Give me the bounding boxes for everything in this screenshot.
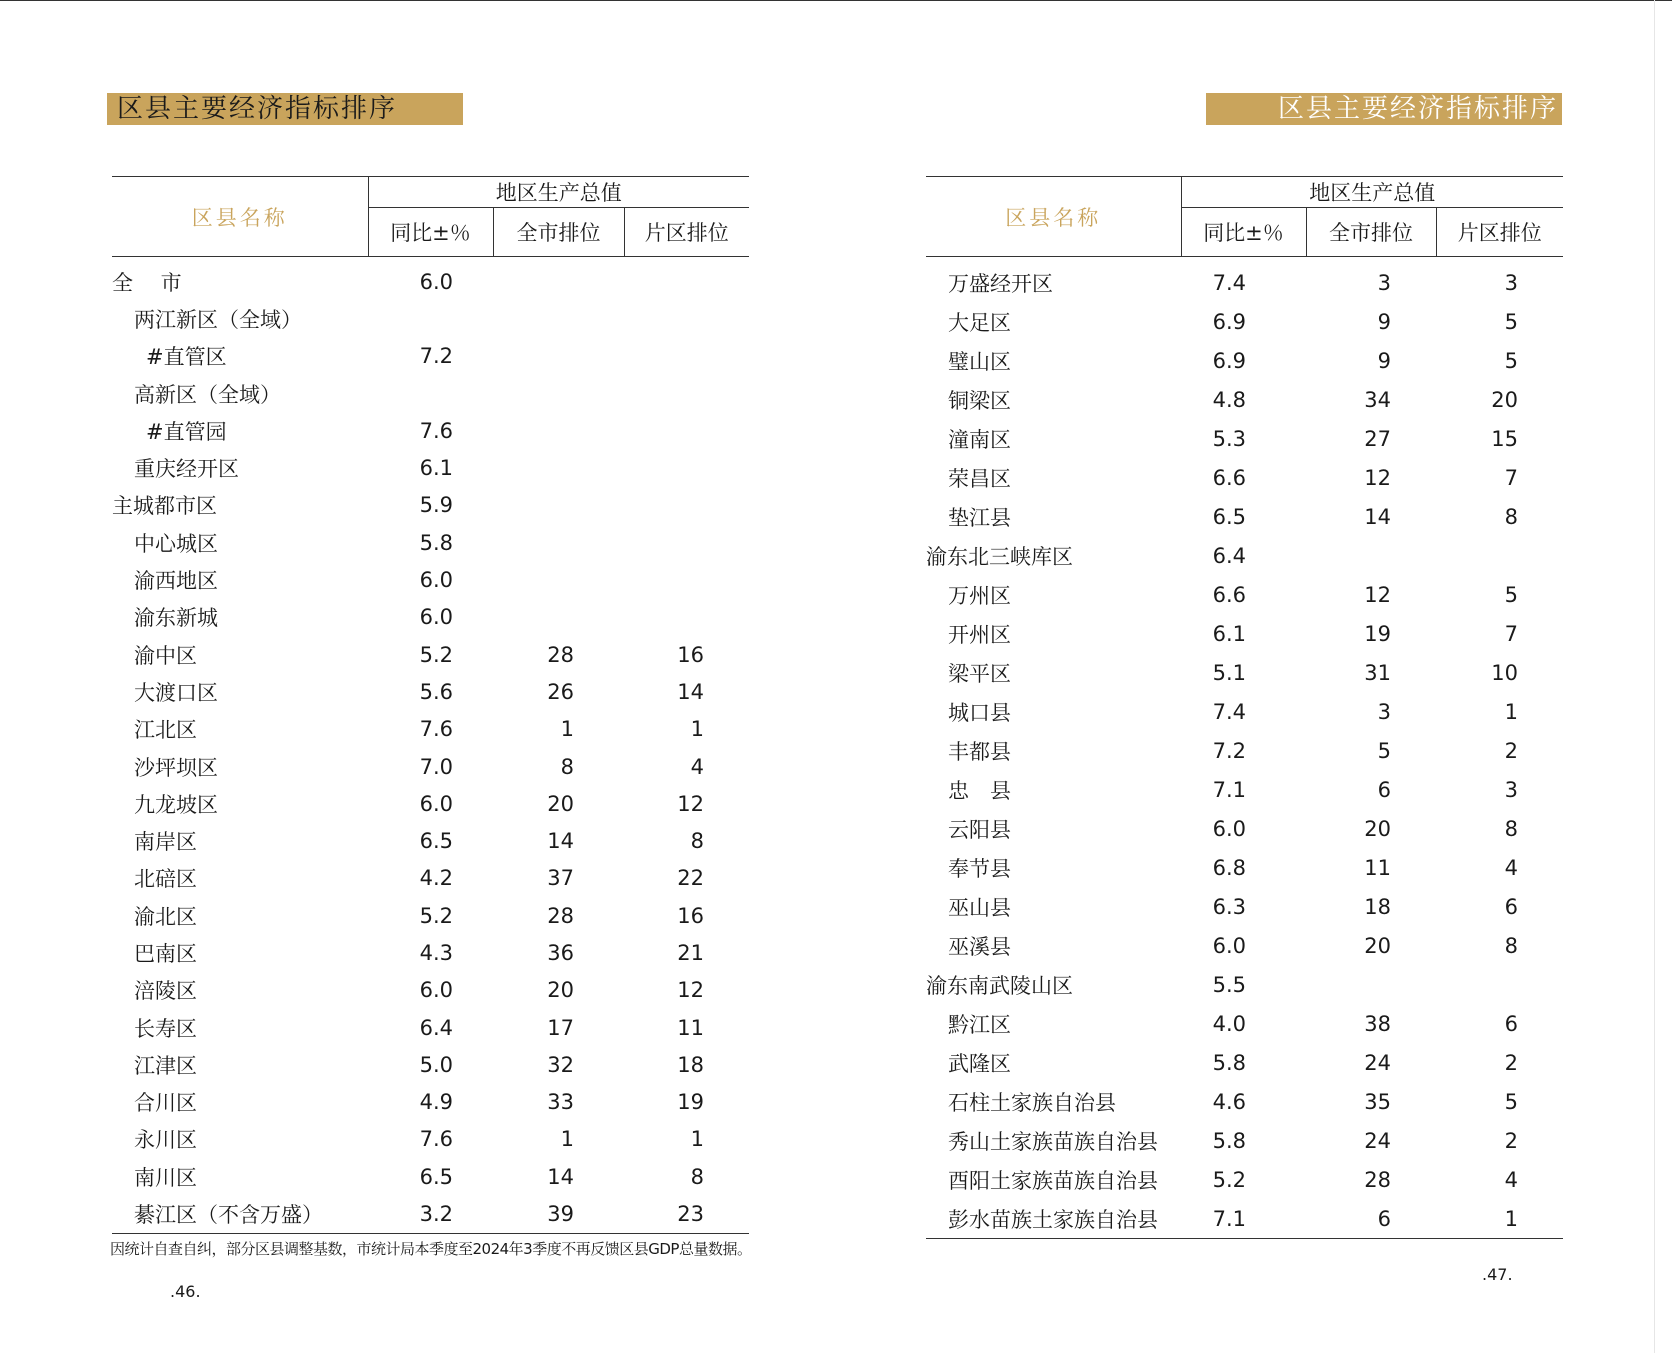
area-rank-value: 5: [1504, 348, 1519, 373]
yoy-value: 7.6: [419, 418, 453, 443]
area-rank-value: 21: [677, 940, 705, 965]
city-rank-value: [493, 524, 624, 561]
table-row: [926, 1160, 1563, 1199]
city-rank-value: [493, 599, 624, 636]
yoy-value: 5.6: [419, 679, 453, 704]
region-name: 九龙坡区: [134, 792, 218, 817]
yoy-value: 7.2: [419, 344, 453, 369]
area-rank-value: 8: [690, 829, 705, 854]
city-rank-value: 34: [1364, 387, 1391, 412]
area-rank-value: 5: [1504, 582, 1519, 607]
area-rank-value: 12: [677, 791, 705, 816]
region-name: 重庆经开区: [134, 457, 239, 482]
city-rank-value: 1: [560, 717, 574, 742]
yoy-value: 7.6: [419, 1127, 453, 1152]
city-rank-value: 14: [547, 829, 574, 854]
area-rank-value: 19: [677, 1090, 705, 1115]
area-rank-value: 10: [1491, 660, 1519, 685]
city-rank-value: 36: [547, 940, 574, 965]
region-name: 中心城区: [134, 531, 218, 556]
region-name: 大足区: [948, 310, 1011, 335]
yoy-value: 6.8: [1212, 855, 1246, 880]
page-edge: [1654, 0, 1655, 1353]
region-name: 永川区: [134, 1128, 197, 1153]
table-row: [112, 487, 749, 524]
city-rank-value: [493, 338, 624, 375]
table-row: [926, 458, 1563, 497]
yoy-value: 6.0: [419, 791, 453, 816]
table-row: [112, 257, 749, 301]
city-rank-value: 39: [493, 1195, 624, 1233]
city-rank-value: 35: [1364, 1089, 1391, 1114]
area-rank-value: 8: [1504, 816, 1519, 841]
area-rank-value: 8: [690, 1164, 705, 1189]
area-rank-value: 22: [677, 866, 705, 891]
yoy-value: 6.0: [1212, 816, 1246, 841]
page-number-left: .46.: [170, 1282, 201, 1301]
table-row: [926, 575, 1563, 614]
yoy-value: 6.5: [419, 829, 453, 854]
table-row: [926, 887, 1563, 926]
area-rank-value: [624, 561, 749, 598]
city-rank-value: [493, 257, 624, 301]
area-rank-value: 7: [1504, 465, 1519, 490]
area-rank-value: 20: [1491, 387, 1519, 412]
area-rank-value: [624, 412, 749, 449]
city-rank-value: 3: [1377, 270, 1391, 295]
table-row: [112, 1121, 749, 1158]
city-rank-value: 28: [547, 642, 574, 667]
yoy-value: 5.2: [1212, 1167, 1246, 1192]
city-rank-value: 9: [1377, 309, 1391, 334]
column-header-name: 区县名称: [926, 177, 1181, 257]
region-name: 涪陵区: [134, 979, 197, 1004]
city-rank-value: 12: [1364, 582, 1391, 607]
table-row: [926, 848, 1563, 887]
region-name: 开州区: [948, 622, 1011, 647]
area-rank-value: 1: [690, 1127, 705, 1152]
table-row: [926, 809, 1563, 848]
region-name: 南川区: [134, 1165, 197, 1190]
region-name: 渝东北三峡库区: [926, 544, 1073, 569]
table-row: [926, 1082, 1563, 1121]
table-row: [926, 614, 1563, 653]
area-rank-value: 5: [1504, 309, 1519, 334]
region-name: 石柱土家族自治县: [948, 1090, 1116, 1115]
area-rank-value: 18: [677, 1052, 705, 1077]
table-row: [112, 1158, 749, 1195]
area-rank-value: 12: [677, 978, 705, 1003]
yoy-value: 6.6: [1212, 465, 1246, 490]
table-row: [112, 1084, 749, 1121]
column-header-yoy: 同比±％: [368, 208, 493, 257]
city-rank-value: 11: [1364, 855, 1391, 880]
city-rank-value: [493, 561, 624, 598]
yoy-value: 5.2: [419, 642, 453, 667]
city-rank-value: 20: [1364, 933, 1391, 958]
yoy-value: 5.8: [419, 530, 453, 555]
yoy-value: 4.3: [419, 940, 453, 965]
area-rank-value: [1436, 536, 1563, 575]
table-row: [926, 302, 1563, 341]
city-rank-value: 18: [1364, 894, 1391, 919]
area-rank-value: 4: [1504, 855, 1519, 880]
table-row: [112, 1009, 749, 1046]
area-rank-value: [624, 257, 749, 301]
yoy-value: 7.1: [1181, 1199, 1306, 1239]
city-rank-value: [1306, 965, 1436, 1004]
city-rank-value: 38: [1364, 1011, 1391, 1036]
region-name: 垫江县: [948, 505, 1011, 530]
area-rank-value: 1: [1436, 1199, 1563, 1239]
yoy-value: 6.4: [1212, 543, 1246, 568]
region-name: 云阳县: [948, 817, 1011, 842]
yoy-value: 5.3: [1212, 426, 1246, 451]
city-rank-value: 14: [1364, 504, 1391, 529]
city-rank-value: 31: [1364, 660, 1391, 685]
region-name: #直管区: [146, 345, 227, 370]
yoy-value: 5.9: [419, 493, 453, 518]
area-rank-value: 6: [1504, 894, 1519, 919]
yoy-value: 5.2: [419, 903, 453, 928]
region-name: 高新区（全域）: [134, 382, 281, 407]
table-body-left: [112, 257, 749, 1234]
region-name: 全 市: [112, 270, 182, 295]
area-rank-value: 11: [677, 1015, 705, 1040]
region-name: 梁平区: [948, 661, 1011, 686]
table-row: [926, 1004, 1563, 1043]
table-row: [926, 257, 1563, 303]
city-rank-value: [493, 412, 624, 449]
city-rank-value: 20: [1364, 816, 1391, 841]
section-banner-left: 区县主要经济指标排序: [107, 93, 463, 125]
yoy-value: 6.5: [1212, 504, 1246, 529]
city-rank-value: [493, 375, 624, 412]
city-rank-value: 19: [1364, 621, 1391, 646]
column-group-gdp: 地区生产总值: [368, 177, 749, 208]
ranking-table-right: [926, 176, 1563, 1239]
area-rank-value: 7: [1504, 621, 1519, 646]
table-row: [926, 653, 1563, 692]
yoy-value: 6.9: [1212, 309, 1246, 334]
yoy-value: 3.2: [368, 1195, 493, 1233]
region-name: 秀山土家族苗族自治县: [948, 1129, 1158, 1154]
city-rank-value: [493, 449, 624, 486]
city-rank-value: [493, 487, 624, 524]
area-rank-value: [624, 338, 749, 375]
table-row: [926, 380, 1563, 419]
yoy-value: 4.9: [419, 1090, 453, 1115]
table-row: [926, 497, 1563, 536]
table-row: [112, 524, 749, 561]
region-name: 忠 县: [948, 778, 1011, 803]
region-name: #直管园: [146, 419, 227, 444]
area-rank-value: 4: [690, 754, 705, 779]
yoy-value: 4.8: [1212, 387, 1246, 412]
yoy-value: 6.1: [419, 456, 453, 481]
table-row: [926, 1043, 1563, 1082]
table-row: [112, 375, 749, 412]
table-row: [112, 673, 749, 710]
city-rank-value: 3: [1377, 699, 1391, 724]
area-rank-value: 23: [624, 1195, 749, 1233]
column-header-area-rank: 片区排位: [1436, 208, 1563, 257]
yoy-value: 7.6: [419, 717, 453, 742]
area-rank-value: [624, 599, 749, 636]
region-name: 北碚区: [134, 867, 197, 892]
table-row: [112, 711, 749, 748]
city-rank-value: 24: [1364, 1128, 1391, 1153]
area-rank-value: 2: [1504, 738, 1519, 763]
region-name: 渝北区: [134, 904, 197, 929]
region-name: 綦江区（不含万盛）: [112, 1195, 368, 1233]
table-row: [112, 785, 749, 822]
area-rank-value: 5: [1504, 1089, 1519, 1114]
area-rank-value: 14: [677, 679, 705, 704]
region-name: 黔江区: [948, 1012, 1011, 1037]
column-header-name: 区县名称: [112, 177, 368, 257]
yoy-value: 5.8: [1212, 1128, 1246, 1153]
area-rank-value: 16: [677, 903, 705, 928]
yoy-value: 5.0: [419, 1052, 453, 1077]
city-rank-value: 37: [547, 866, 574, 891]
table-row: [926, 965, 1563, 1004]
page-number-right: .47.: [1482, 1265, 1513, 1284]
region-name: 主城都市区: [112, 494, 217, 519]
city-rank-value: [1306, 536, 1436, 575]
area-rank-value: 2: [1504, 1128, 1519, 1153]
region-name: 荣昌区: [948, 466, 1011, 491]
region-name: 渝东南武陵山区: [926, 973, 1073, 998]
area-rank-value: 16: [677, 642, 705, 667]
area-rank-value: [624, 449, 749, 486]
region-name: 江津区: [134, 1053, 197, 1078]
region-name: 长寿区: [134, 1016, 197, 1041]
region-name: 渝中区: [134, 643, 197, 668]
region-name: 大渡口区: [134, 680, 218, 705]
column-header-yoy: 同比±％: [1181, 208, 1306, 257]
table-row: [926, 419, 1563, 458]
city-rank-value: 20: [547, 978, 574, 1003]
section-banner-right: 区县主要经济指标排序: [1206, 93, 1562, 125]
table-body-right: [926, 257, 1563, 1239]
yoy-value: 7.0: [419, 754, 453, 779]
region-name: 彭水苗族土家族自治县: [926, 1199, 1181, 1239]
region-name: 万州区: [948, 583, 1011, 608]
region-name: 合川区: [134, 1091, 197, 1116]
column-header-city-rank: 全市排位: [493, 208, 624, 257]
area-rank-value: 8: [1504, 933, 1519, 958]
table-row: [112, 412, 749, 449]
yoy-value: [368, 300, 493, 337]
city-rank-value: 12: [1364, 465, 1391, 490]
table-row: [112, 934, 749, 971]
city-rank-value: 24: [1364, 1050, 1391, 1075]
area-rank-value: 6: [1504, 1011, 1519, 1036]
area-rank-value: 8: [1504, 504, 1519, 529]
yoy-value: 6.0: [1212, 933, 1246, 958]
area-rank-value: 3: [1504, 777, 1519, 802]
table-row: [112, 561, 749, 598]
region-name: 丰都县: [948, 739, 1011, 764]
area-rank-value: [624, 487, 749, 524]
region-name: 巫溪县: [948, 934, 1011, 959]
city-rank-value: 28: [1364, 1167, 1391, 1192]
area-rank-value: [624, 375, 749, 412]
table-row: [112, 300, 749, 337]
yoy-value: 7.4: [1212, 270, 1246, 295]
table-row: [112, 972, 749, 1009]
city-rank-value: 14: [547, 1164, 574, 1189]
region-name: 沙坪坝区: [134, 755, 218, 780]
region-name: 城口县: [948, 700, 1011, 725]
area-rank-value: [1436, 965, 1563, 1004]
table-row: [926, 770, 1563, 809]
yoy-value: 6.0: [419, 605, 453, 630]
region-name: 奉节县: [948, 856, 1011, 881]
table-row: [926, 536, 1563, 575]
table-row: [112, 822, 749, 859]
yoy-value: 6.9: [1212, 348, 1246, 373]
region-name: 潼南区: [948, 427, 1011, 452]
region-name: 巫山县: [948, 895, 1011, 920]
city-rank-value: 26: [547, 679, 574, 704]
yoy-value: 5.8: [1212, 1050, 1246, 1075]
table-row: [926, 926, 1563, 965]
region-name: 江北区: [134, 718, 197, 743]
city-rank-value: 17: [547, 1015, 574, 1040]
column-header-area-rank: 片区排位: [624, 208, 749, 257]
area-rank-value: 4: [1504, 1167, 1519, 1192]
table-row: [112, 449, 749, 486]
city-rank-value: 6: [1377, 777, 1391, 802]
city-rank-value: 1: [560, 1127, 574, 1152]
region-name: 渝西地区: [134, 569, 218, 594]
region-name: 两江新区（全域）: [134, 307, 302, 332]
city-rank-value: 32: [547, 1052, 574, 1077]
table-row: [112, 338, 749, 375]
table-row: [112, 860, 749, 897]
region-name: 酉阳土家族苗族自治县: [948, 1168, 1158, 1193]
yoy-value: 4.2: [419, 866, 453, 891]
yoy-value: [368, 375, 493, 412]
yoy-value: 4.0: [1212, 1011, 1246, 1036]
region-name: 武隆区: [948, 1051, 1011, 1076]
table-row: [112, 599, 749, 636]
table-row: [112, 1046, 749, 1083]
area-rank-value: 1: [690, 717, 705, 742]
region-name: 南岸区: [134, 830, 197, 855]
region-name: 万盛经开区: [948, 271, 1053, 296]
yoy-value: 5.5: [1212, 972, 1246, 997]
table-row: [926, 731, 1563, 770]
top-rule: [0, 0, 1672, 1]
table-row: [112, 636, 749, 673]
region-name: 渝东新城: [134, 606, 218, 631]
yoy-value: 6.4: [419, 1015, 453, 1040]
ranking-table-left: [112, 176, 749, 1234]
city-rank-value: [493, 300, 624, 337]
yoy-value: 6.0: [419, 568, 453, 593]
area-rank-value: 1: [1504, 699, 1519, 724]
yoy-value: 6.1: [1212, 621, 1246, 646]
yoy-value: 6.0: [419, 269, 453, 294]
footnote: 因统计自查自纠，部分区县调整基数，市统计局本季度至2024年3季度不再反馈区县GDP总量数据。: [110, 1240, 752, 1258]
city-rank-value: 9: [1377, 348, 1391, 373]
yoy-value: 7.2: [1212, 738, 1246, 763]
yoy-value: 6.3: [1212, 894, 1246, 919]
yoy-value: 7.1: [1212, 777, 1246, 802]
region-name: 铜梁区: [948, 388, 1011, 413]
yoy-value: 7.4: [1212, 699, 1246, 724]
area-rank-value: 2: [1504, 1050, 1519, 1075]
city-rank-value: 6: [1306, 1199, 1436, 1239]
city-rank-value: 28: [547, 903, 574, 928]
area-rank-value: [624, 524, 749, 561]
yoy-value: 4.6: [1212, 1089, 1246, 1114]
city-rank-value: 8: [560, 754, 574, 779]
city-rank-value: 5: [1377, 738, 1391, 763]
yoy-value: 6.5: [419, 1164, 453, 1189]
table-row: [926, 1199, 1563, 1239]
column-header-city-rank: 全市排位: [1306, 208, 1436, 257]
table-row: [112, 1195, 749, 1233]
yoy-value: 5.1: [1212, 660, 1246, 685]
table-row: [112, 748, 749, 785]
yoy-value: 6.6: [1212, 582, 1246, 607]
city-rank-value: 20: [547, 791, 574, 816]
city-rank-value: 27: [1364, 426, 1391, 451]
city-rank-value: 33: [547, 1090, 574, 1115]
area-rank-value: [624, 300, 749, 337]
table-row: [926, 692, 1563, 731]
table-row: [926, 1121, 1563, 1160]
area-rank-value: 15: [1491, 426, 1519, 451]
yoy-value: 6.0: [419, 978, 453, 1003]
area-rank-value: 3: [1504, 270, 1519, 295]
region-name: 巴南区: [134, 941, 197, 966]
table-row: [926, 341, 1563, 380]
column-group-gdp: 地区生产总值: [1181, 177, 1563, 208]
table-row: [112, 897, 749, 934]
region-name: 璧山区: [948, 349, 1011, 374]
